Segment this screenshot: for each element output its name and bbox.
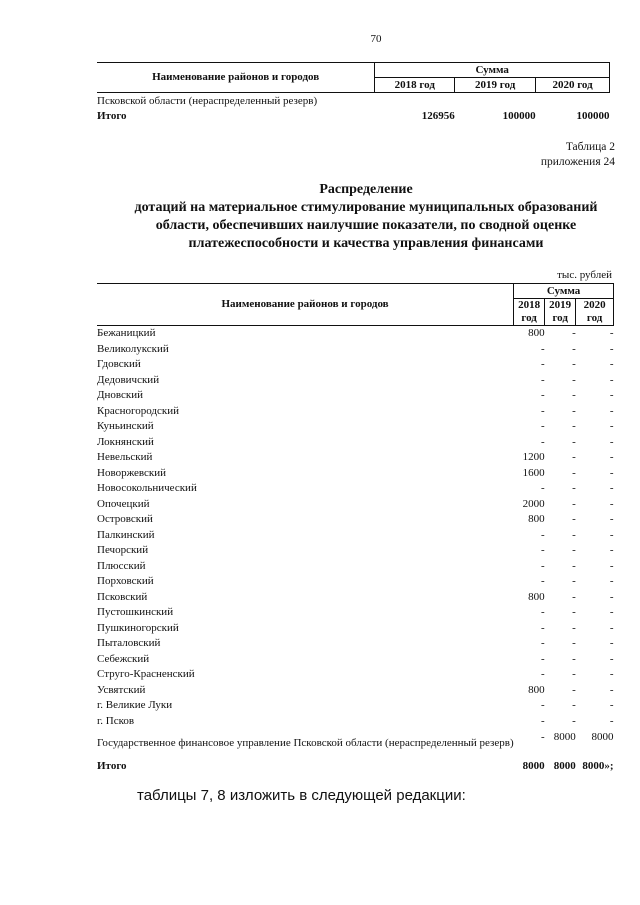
value-2018: - — [540, 652, 545, 665]
value-2019: - — [572, 652, 576, 665]
table-row — [97, 574, 614, 590]
value-2020: - — [609, 327, 614, 339]
value-2018: - — [540, 342, 545, 355]
table-row — [97, 357, 614, 373]
value-2020: - — [609, 559, 614, 572]
row-name: Куньинский — [97, 420, 154, 432]
value-2019: - — [572, 559, 576, 572]
value-2019: - — [572, 668, 576, 680]
value-2020: - — [609, 342, 614, 355]
total-row — [97, 759, 614, 775]
value-2018: - — [540, 621, 545, 634]
value-2019: - — [572, 358, 576, 370]
row-name: Опочецкий — [97, 497, 150, 510]
value-2020: - — [609, 404, 614, 417]
row-name: Дедовичский — [97, 373, 160, 386]
value-2019: 8000 — [553, 731, 576, 743]
row-name: Дновский — [97, 389, 144, 401]
value-2018: - — [540, 575, 545, 587]
value-2018: - — [540, 699, 545, 711]
value-2018: - — [540, 404, 545, 417]
table-row — [97, 435, 614, 451]
value-2020: - — [609, 373, 614, 386]
table-row — [97, 481, 614, 497]
page-number: 70 — [370, 33, 382, 45]
header-2018: 2018 год — [514, 299, 545, 326]
table-row — [97, 342, 614, 358]
value-2019: - — [572, 389, 576, 401]
table-row — [97, 528, 614, 544]
value-2019: - — [572, 699, 576, 711]
row-name: Струго-Красненский — [97, 668, 195, 680]
value-2019: - — [572, 590, 576, 603]
value-2019: - — [572, 637, 576, 649]
value-2019: - — [572, 342, 576, 355]
total-2020: 8000»; — [582, 760, 614, 772]
row-name: г. Великие Луки — [97, 699, 173, 711]
value-2020: - — [609, 528, 614, 541]
value-2019: - — [572, 327, 576, 339]
title-line-1: Распределение — [319, 182, 413, 197]
value-2019: - — [572, 482, 576, 494]
value-2019: - — [572, 435, 576, 448]
table-row — [97, 559, 614, 575]
value-2018: - — [540, 544, 545, 556]
value-2019: - — [572, 420, 576, 432]
value-2019: - — [572, 373, 576, 386]
table-row — [97, 683, 614, 699]
table-row — [97, 388, 614, 404]
value-2018: - — [540, 668, 545, 680]
value-2018: - — [540, 420, 545, 432]
header-2019: 2019 год — [545, 299, 576, 326]
value-2019: - — [572, 575, 576, 587]
value-2019: - — [572, 528, 576, 541]
top-header-name: Наименование районов и городов — [97, 63, 375, 93]
value-2018: - — [540, 731, 545, 743]
total-label: Итого — [97, 760, 127, 772]
table-row — [97, 652, 614, 668]
value-2018: - — [540, 606, 545, 618]
top-header-2020: 2020 год — [536, 78, 610, 93]
row-name: Островский — [97, 513, 153, 525]
row-name: Себежский — [97, 652, 150, 665]
value-2018: 800 — [528, 590, 545, 603]
value-2020: - — [609, 668, 614, 680]
row-name: г. Псков — [97, 714, 135, 727]
value-2018: - — [540, 714, 545, 727]
value-2020: - — [609, 683, 614, 696]
total-2019: 8000 — [553, 760, 576, 772]
top-header-sum: Сумма — [375, 63, 610, 78]
top-table — [97, 62, 610, 124]
header-2020: 2020 год — [576, 299, 614, 326]
value-2018: - — [540, 389, 545, 401]
table-row — [97, 512, 614, 528]
table-row — [97, 636, 614, 652]
table-row — [97, 497, 614, 513]
row-name: Невельский — [97, 451, 153, 463]
value-2018: 2000 — [522, 497, 545, 510]
title-line-4: платежеспособности и качества управления финансами — [188, 236, 544, 251]
table-row — [97, 698, 614, 714]
value-2020: - — [609, 575, 614, 587]
value-2019: - — [572, 544, 576, 556]
row-name: Плюсский — [97, 559, 146, 572]
value-2018: 126956 — [421, 109, 455, 122]
row-name: Красногородский — [97, 404, 180, 417]
row-name: Итого — [97, 110, 127, 123]
row-name: Усвятский — [97, 683, 146, 696]
value-2018: - — [540, 528, 545, 541]
value-2018: 800 — [528, 513, 545, 525]
table-row — [97, 404, 614, 420]
value-2020: - — [609, 513, 614, 525]
value-2020: 8000 — [591, 731, 614, 743]
value-2019: 100000 — [502, 109, 536, 122]
row-name: Бежаницкий — [97, 327, 156, 339]
value-2020: - — [609, 420, 614, 432]
value-2019: - — [572, 714, 576, 727]
value-2019: - — [572, 451, 576, 463]
value-2020: - — [609, 714, 614, 727]
value-2018: - — [540, 373, 545, 386]
value-2020: - — [609, 652, 614, 665]
row-name: Великолукский — [97, 342, 169, 355]
row-name: Псковской области (нераспределенный резерв) — [97, 94, 318, 107]
value-2018: - — [540, 637, 545, 649]
row-name: Локнянский — [97, 435, 154, 448]
value-2020: - — [609, 590, 614, 603]
title-line-2: дотаций на материальное стимулирование муниципальных образований — [134, 200, 598, 215]
value-2019: - — [572, 621, 576, 634]
appendix-number: приложения 24 — [540, 156, 615, 168]
value-2018: 800 — [528, 683, 545, 696]
value-2020: 100000 — [576, 109, 610, 122]
value-2018: - — [540, 358, 545, 370]
value-2019: - — [572, 404, 576, 417]
table-row — [97, 109, 610, 125]
table-row — [97, 714, 614, 730]
value-2020: - — [609, 482, 614, 494]
value-2019: - — [572, 683, 576, 696]
value-2020: - — [609, 544, 614, 556]
top-header-2019: 2019 год — [455, 78, 536, 93]
row-name: Пыталовский — [97, 637, 161, 649]
table-number: Таблица 2 — [565, 141, 615, 153]
row-name: Палкинский — [97, 528, 155, 541]
table-row — [97, 373, 614, 389]
document-title — [60, 181, 640, 253]
table-row — [97, 621, 614, 637]
value-2020: - — [609, 606, 614, 618]
value-2019: - — [572, 497, 576, 510]
table-row — [97, 667, 614, 683]
table-row — [97, 419, 614, 435]
value-2020: - — [609, 637, 614, 649]
title-line-3: области, обеспечивших наилучшие показатели, по сводной оценке — [155, 218, 577, 233]
table-row — [97, 729, 614, 759]
table-reference — [541, 140, 615, 170]
value-2019: - — [572, 513, 576, 525]
value-2020: - — [609, 497, 614, 510]
value-2018: 800 — [528, 327, 545, 339]
table-row — [97, 93, 610, 109]
value-2018: 1200 — [522, 451, 545, 463]
table-row — [97, 450, 614, 466]
main-table — [97, 283, 614, 775]
row-name: Государственное финансовое управление Псковской области (нераспределенный резерв) — [97, 737, 514, 750]
units-label: тыс. рублей — [557, 269, 612, 281]
value-2020: - — [609, 621, 614, 634]
row-name: Пушкиногорский — [97, 621, 179, 634]
row-name: Псковский — [97, 590, 148, 603]
table-row — [97, 543, 614, 559]
header-sum: Сумма — [514, 284, 614, 299]
row-name: Печорский — [97, 544, 149, 556]
row-name: Новоржевский — [97, 466, 167, 479]
total-2018: 8000 — [522, 760, 545, 772]
value-2020: - — [609, 699, 614, 711]
table-row — [97, 466, 614, 482]
value-2020: - — [609, 389, 614, 401]
value-2020: - — [609, 451, 614, 463]
header-name: Наименование районов и городов — [97, 284, 514, 326]
top-header-2018: 2018 год — [375, 78, 455, 93]
value-2018: - — [540, 435, 545, 448]
value-2019: - — [572, 606, 576, 618]
value-2020: - — [609, 466, 614, 479]
value-2018: - — [540, 559, 545, 572]
footer-text: таблицы 7, 8 изложить в следующей редакции: — [137, 787, 466, 804]
row-name: Пустошкинский — [97, 606, 174, 618]
table-row — [97, 326, 614, 342]
value-2019: - — [572, 466, 576, 479]
row-name: Гдовский — [97, 358, 141, 370]
table-row — [97, 605, 614, 621]
value-2018: - — [540, 482, 545, 494]
row-name: Порховский — [97, 575, 154, 587]
row-name: Новосокольнический — [97, 482, 197, 494]
value-2018: 1600 — [522, 466, 545, 479]
table-row — [97, 590, 614, 606]
value-2020: - — [609, 358, 614, 370]
value-2020: - — [609, 435, 614, 448]
